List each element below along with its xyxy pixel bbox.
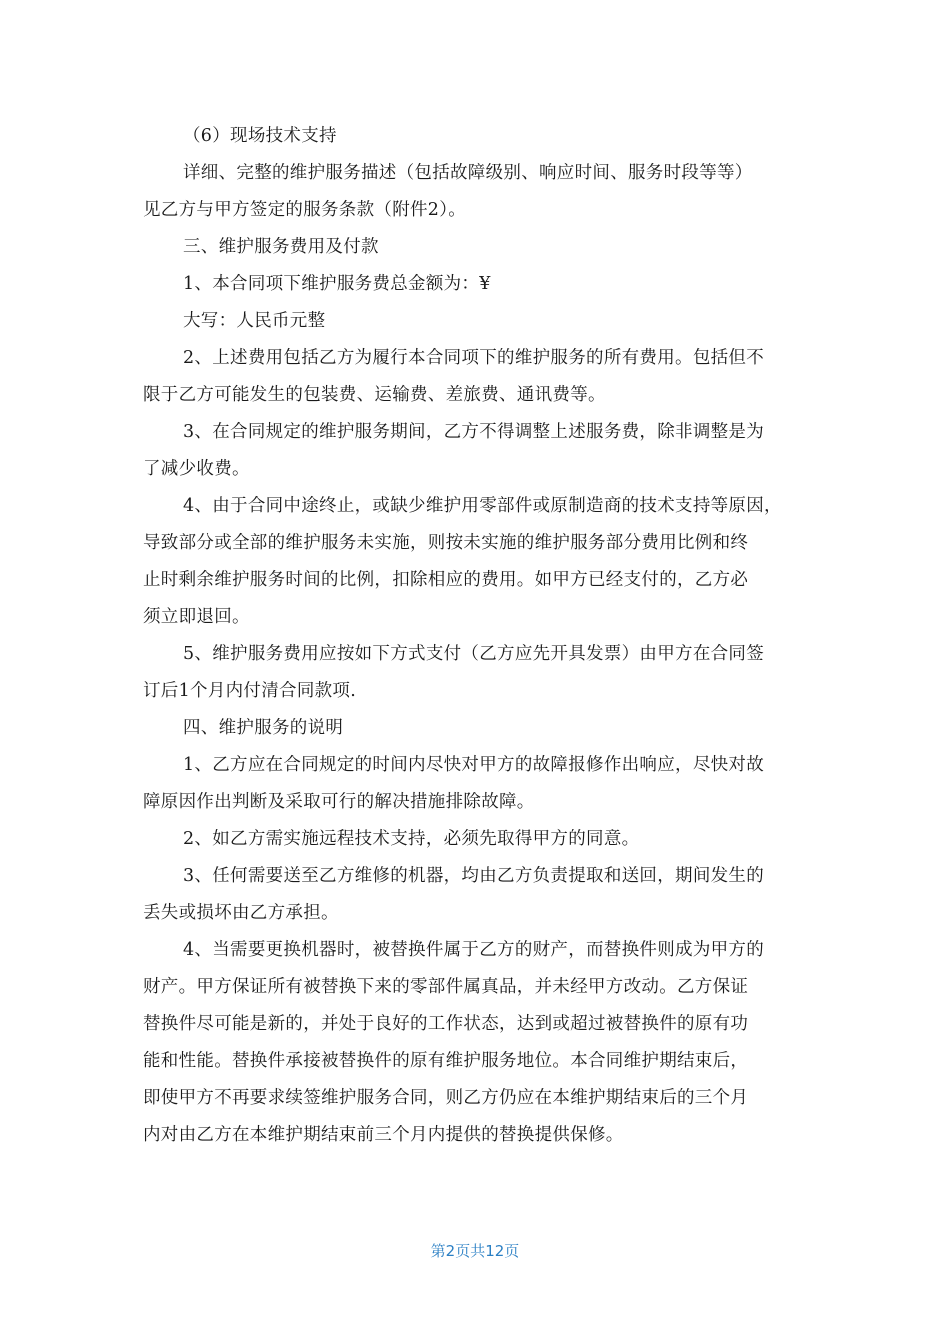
paragraph-line: 1、本合同项下维护服务费总金额为：¥	[183, 274, 491, 294]
paragraph-line: 丢失或损坏由乙方承担。	[143, 903, 339, 923]
paragraph-line: 能和性能。替换件承接被替换件的原有维护服务地位。本合同维护期结束后，	[143, 1051, 749, 1071]
paragraph-line: 即使甲方不再要求续签维护服务合同，则乙方仍应在本维护期结束后的三个月	[143, 1088, 749, 1108]
paragraph-line: 了减少收费。	[143, 459, 250, 479]
paragraph-line: 4、由于合同中途终止，或缺少维护用零部件或原制造商的技术支持等原因，	[183, 496, 782, 516]
paragraph-line: 3、在合同规定的维护服务期间，乙方不得调整上述服务费，除非调整是为	[183, 422, 765, 442]
paragraph-line: 财产。甲方保证所有被替换下来的零部件属真品，并未经甲方改动。乙方保证	[143, 977, 749, 997]
paragraph-line: 订后1个月内付清合同款项.	[143, 681, 357, 701]
paragraph-line: 替换件尽可能是新的，并处于良好的工作状态，达到或超过被替换件的原有功	[143, 1014, 749, 1034]
section-heading: 四、维护服务的说明	[183, 718, 344, 738]
paragraph-line: 大写：人民币元整	[183, 311, 326, 331]
paragraph-line: 内对由乙方在本维护期结束前三个月内提供的替换提供保修。	[143, 1125, 624, 1145]
paragraph-line: 须立即退回。	[143, 607, 250, 627]
section-heading: 三、维护服务费用及付款	[183, 237, 379, 257]
paragraph-line: （6）现场技术支持	[183, 126, 337, 146]
paragraph-line: 止时剩余维护服务时间的比例，扣除相应的费用。如甲方已经支付的，乙方必	[143, 570, 749, 590]
paragraph-line: 1、乙方应在合同规定的时间内尽快对甲方的故障报修作出响应，尽快对故	[183, 755, 765, 775]
paragraph-line: 5、维护服务费用应按如下方式支付（乙方应先开具发票）由甲方在合同签	[183, 644, 765, 664]
page-number-footer: 第2页共12页	[430, 1242, 520, 1260]
paragraph-line: 2、如乙方需实施远程技术支持，必须先取得甲方的同意。	[183, 829, 640, 849]
paragraph-line: 3、任何需要送至乙方维修的机器，均由乙方负责提取和送回，期间发生的	[183, 866, 765, 886]
paragraph-line: 限于乙方可能发生的包装费、运输费、差旅费、通讯费等。	[143, 385, 606, 405]
paragraph-line: 导致部分或全部的维护服务未实施，则按未实施的维护服务部分费用比例和终	[143, 533, 749, 553]
paragraph-line: 详细、完整的维护服务描述（包括故障级别、响应时间、服务时段等等）	[183, 163, 753, 183]
paragraph-line: 2、上述费用包括乙方为履行本合同项下的维护服务的所有费用。包括但不	[183, 348, 765, 368]
paragraph-line: 障原因作出判断及采取可行的解决措施排除故障。	[143, 792, 535, 812]
paragraph-line: 见乙方与甲方签定的服务条款（附件2）。	[143, 200, 467, 220]
paragraph-line: 4、当需要更换机器时，被替换件属于乙方的财产，而替换件则成为甲方的	[183, 940, 765, 960]
